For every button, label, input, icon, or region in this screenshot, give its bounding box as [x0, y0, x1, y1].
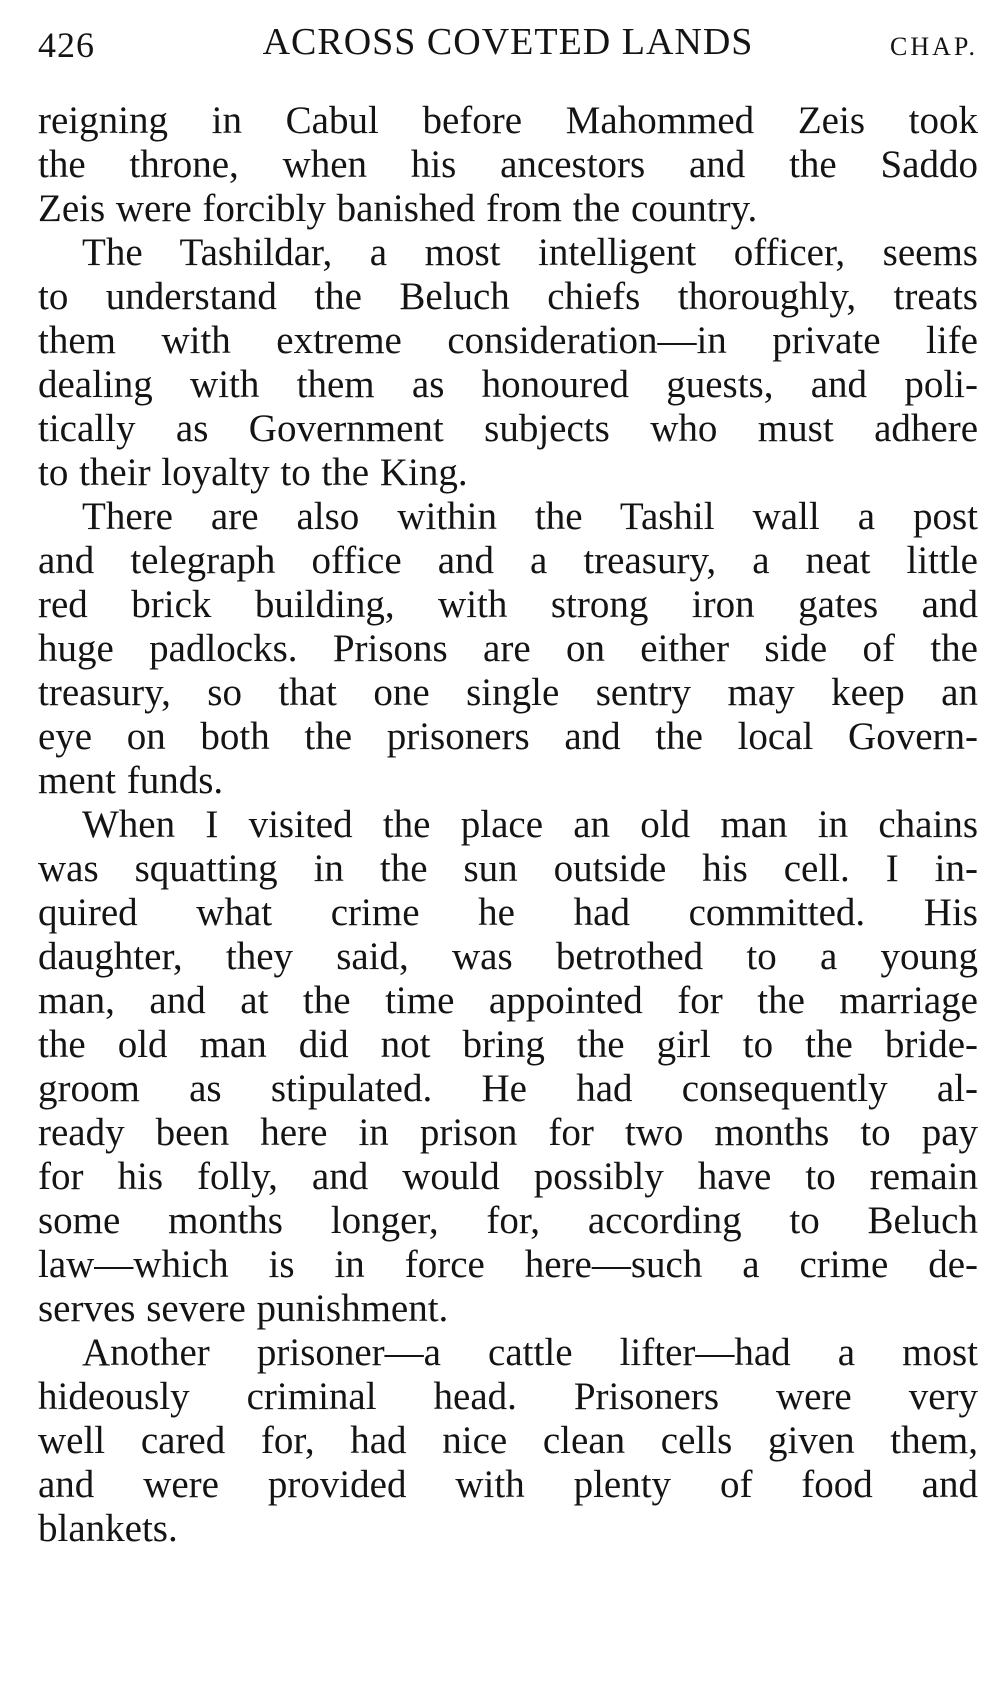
text-line: blankets. — [38, 1507, 178, 1550]
text-line: law—which is in force here—such a crime de- — [38, 1243, 978, 1286]
text-line: ment funds. — [38, 759, 224, 802]
text-line: There are also within the Tashil wall a post — [82, 495, 978, 538]
running-head — [38, 18, 978, 74]
text-line: Zeis were forcibly banished from the country. — [38, 187, 758, 230]
text-line: the old man did not bring the girl to the bride- — [38, 1023, 978, 1066]
chapter-label: CHAP. — [890, 32, 978, 61]
text-line: huge padlocks. Prisons are on either side of the — [38, 627, 978, 670]
text-line: red brick building, with strong iron gates and — [38, 583, 978, 626]
text-line: ready been here in prison for two months to pay — [38, 1111, 978, 1154]
text-line: was squatting in the sun outside his cell. I in- — [38, 847, 978, 890]
paragraph — [38, 231, 978, 495]
text-line: tically as Government subjects who must adhere — [38, 407, 978, 450]
text-line: The Tashildar, a most intelligent officer, seems — [82, 231, 978, 274]
text-line: daughter, they said, was betrothed to a young — [38, 935, 978, 978]
text-line: some months longer, for, according to Beluch — [38, 1199, 978, 1242]
text-line: dealing with them as honoured guests, and poli- — [38, 363, 978, 406]
text-line: reigning in Cabul before Mahommed Zeis took — [38, 99, 978, 142]
text-line: When I visited the place an old man in chains — [82, 803, 978, 846]
text-line: well cared for, had nice clean cells given them, — [38, 1419, 978, 1462]
text-line: hideously criminal head. Prisoners were very — [38, 1375, 978, 1418]
paragraph — [38, 99, 978, 231]
text-line: them with extreme consideration—in private life — [38, 319, 978, 362]
text-line: to understand the Beluch chiefs thoroughly, treats — [38, 275, 978, 318]
text-line: Another prisoner—a cattle lifter—had a most — [82, 1331, 978, 1374]
running-title: ACROSS COVETED LANDS — [262, 21, 754, 63]
paragraph — [38, 1331, 978, 1551]
text-line: and were provided with plenty of food and — [38, 1463, 978, 1506]
text-line: eye on both the prisoners and the local Govern- — [38, 715, 978, 758]
page-number: 426 — [38, 25, 95, 65]
text-line: treasury, so that one single sentry may keep an — [38, 671, 978, 714]
text-line: for his folly, and would possibly have to remain — [38, 1155, 978, 1198]
text-line: to their loyalty to the King. — [38, 451, 468, 494]
text-line: and telegraph office and a treasury, a neat little — [38, 539, 978, 582]
text-line: groom as stipulated. He had consequently al- — [38, 1067, 978, 1110]
body-text — [38, 99, 978, 1551]
text-line: serves severe punishment. — [38, 1287, 449, 1330]
paragraph — [38, 495, 978, 803]
text-line: man, and at the time appointed for the marriage — [38, 979, 978, 1022]
text-line: quired what crime he had committed. His — [38, 891, 978, 934]
text-line: the throne, when his ancestors and the Saddo — [38, 143, 978, 186]
paragraph — [38, 803, 978, 1331]
